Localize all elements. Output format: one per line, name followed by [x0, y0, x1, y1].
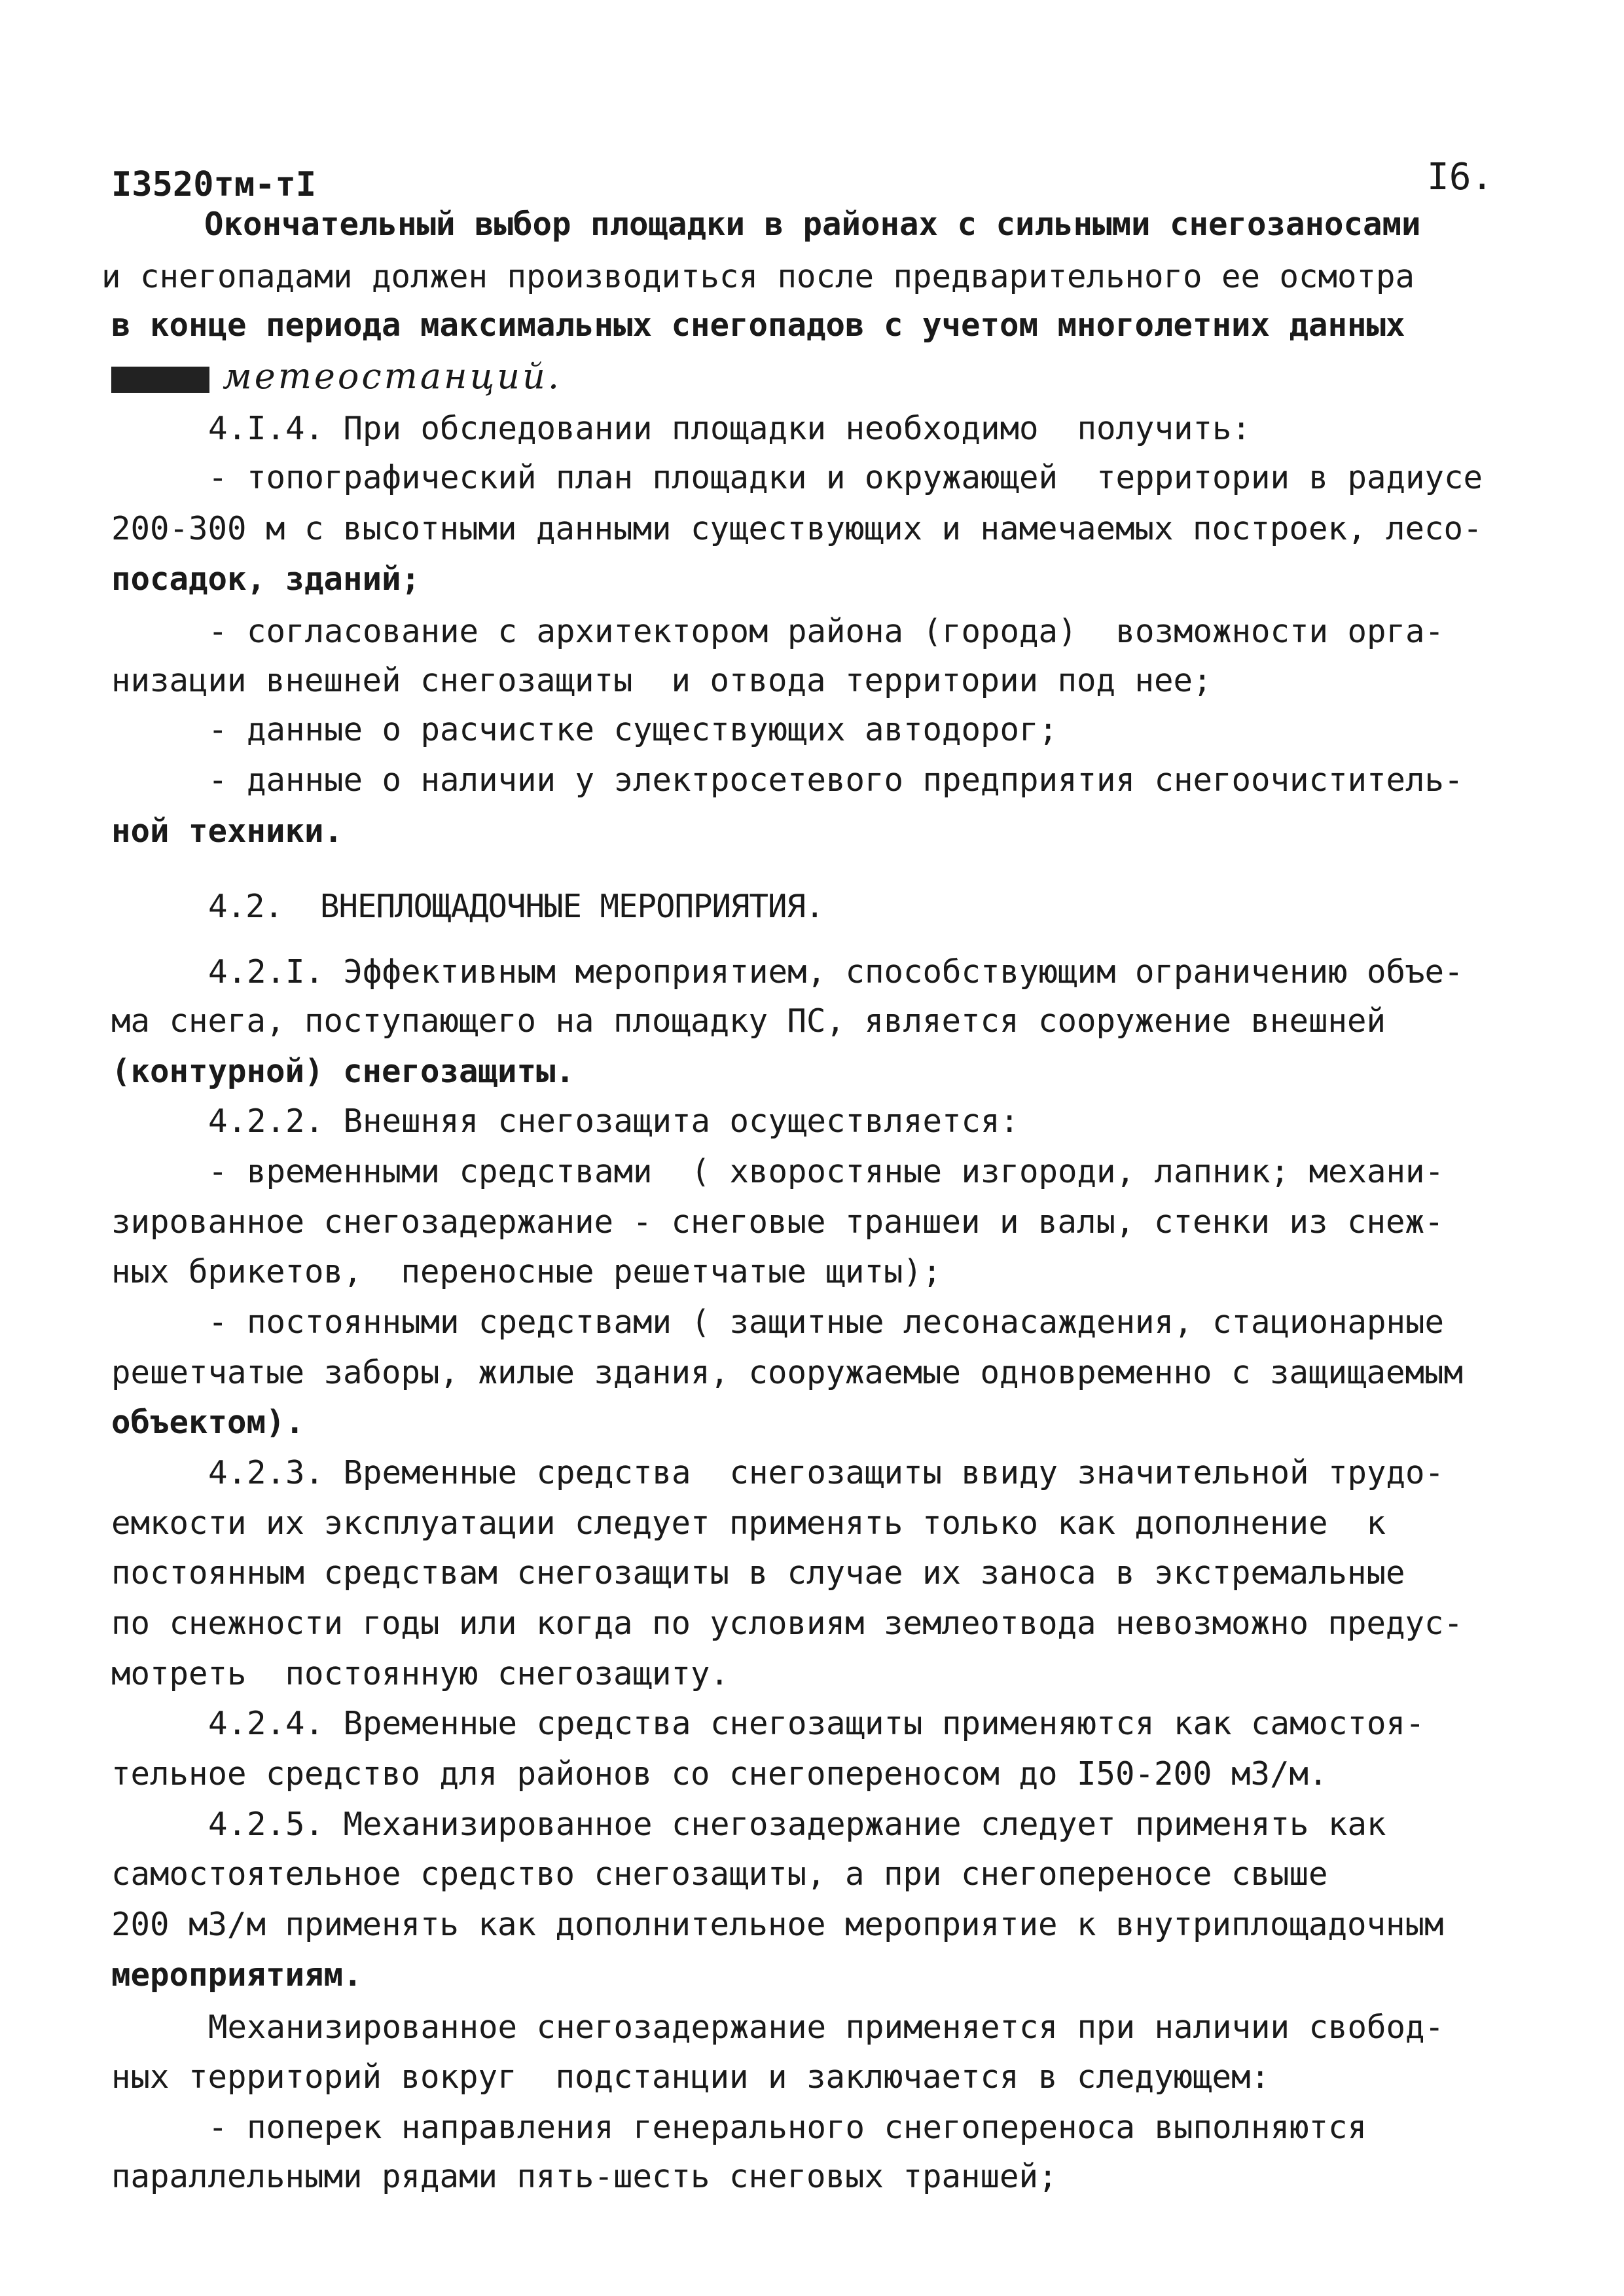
text-line: - топографический план площадки и окружающей территории в радиусе	[208, 459, 1483, 496]
text-line: ных территорий вокруг подстанции и заключается в следующем:	[111, 2058, 1271, 2096]
text-line: самостоятельное средство снегозащиты, а при снегопереносе свыше	[111, 1855, 1328, 1893]
text-line: емкости их эксплуатации следует применять только как дополнение к	[111, 1504, 1386, 1542]
text-line: 200 м3/м применять как дополнительное мероприятие к внутриплощадочным	[111, 1906, 1444, 1943]
text-line: мероприятиям.	[111, 1956, 363, 1994]
text-line: ной техники.	[111, 812, 344, 850]
text-line: Окончательный выбор площадки в районах с сильными снегозаносами	[204, 206, 1421, 243]
text-line: низации внешней снегозащиты и отвода территории под нее;	[111, 662, 1212, 699]
text-line: и снегопадами должен производиться после предварительного ее осмотра	[101, 258, 1415, 295]
text-line: - данные о расчистке существующих автодорог;	[208, 711, 1058, 748]
document-code: I3520тм-тI	[111, 165, 317, 204]
handwritten-correction: метеостанций.	[223, 355, 562, 397]
text-line: 4.I.4. При обследовании площадки необходимо получить:	[208, 410, 1252, 447]
text-line: - постоянными средствами ( защитные лесонасаждения, стационарные	[208, 1303, 1445, 1341]
text-line: Механизированное снегозадержание применяется при наличии свобод-	[208, 2009, 1445, 2046]
text-line	[111, 355, 562, 397]
text-line: тельное средство для районов со снегопереносом до I50-200 м3/м.	[111, 1755, 1328, 1793]
text-line: (контурной) снегозащиты.	[111, 1053, 575, 1090]
text-line: зированное снегозадержание - снеговые траншеи и валы, стенки из снеж-	[111, 1203, 1444, 1241]
text-line: - поперек направления генерального снегопереноса выполняются	[208, 2109, 1367, 2146]
text-line: ных брикетов, переносные решетчатые щиты);	[111, 1253, 942, 1290]
text-line: по снежности годы или когда по условиям землеотвода невозможно предус-	[111, 1605, 1464, 1642]
page-number: I6.	[1427, 156, 1494, 198]
text-line: 4.2.3. Временные средства снегозащиты ввиду значительной трудо-	[208, 1454, 1445, 1491]
text-line: 4.2.4. Временные средства снегозащиты применяются как самостоя-	[208, 1705, 1425, 1742]
text-line: объектом).	[111, 1404, 305, 1441]
text-line: - согласование с архитектором района (города) возможности орга-	[208, 613, 1445, 650]
text-line: 4.2.I. Эффективным мероприятием, способствующим ограничению объе-	[208, 953, 1464, 991]
text-line: - данные о наличии у электросетевого предприятия снегоочиститель-	[208, 761, 1464, 799]
text-line: 200-300 м с высотными данными существующих и намечаемых построек, лесо-	[111, 510, 1483, 547]
text-line: 4.2.5. Механизированное снегозадержание следует применять как	[208, 1806, 1386, 1843]
text-line: - временными средствами ( хворостяные изгороди, лапник; механи-	[208, 1153, 1445, 1190]
ink-smudge	[111, 367, 209, 393]
section-heading: 4.2. ВНЕПЛОЩАДОЧНЫЕ МЕРОПРИЯТИЯ.	[208, 888, 824, 925]
text-line: решетчатые заборы, жилые здания, сооружаемые одновременно с защищаемым	[111, 1354, 1464, 1391]
text-line: постоянным средствам снегозащиты в случае их заноса в экстремальные	[111, 1554, 1405, 1592]
text-line: ма снега, поступающего на площадку ПС, является сооружение внешней	[111, 1002, 1386, 1040]
text-line: параллельными рядами пять-шесть снеговых траншей;	[111, 2158, 1058, 2195]
text-line: 4.2.2. Внешняя снегозащита осуществляется:	[208, 1102, 1020, 1140]
text-line: в конце периода максимальных снегопадов с учетом многолетних данных	[111, 306, 1405, 344]
text-line: посадок, зданий;	[111, 560, 421, 598]
text-line: мотреть постоянную снегозащиту.	[111, 1655, 730, 1692]
